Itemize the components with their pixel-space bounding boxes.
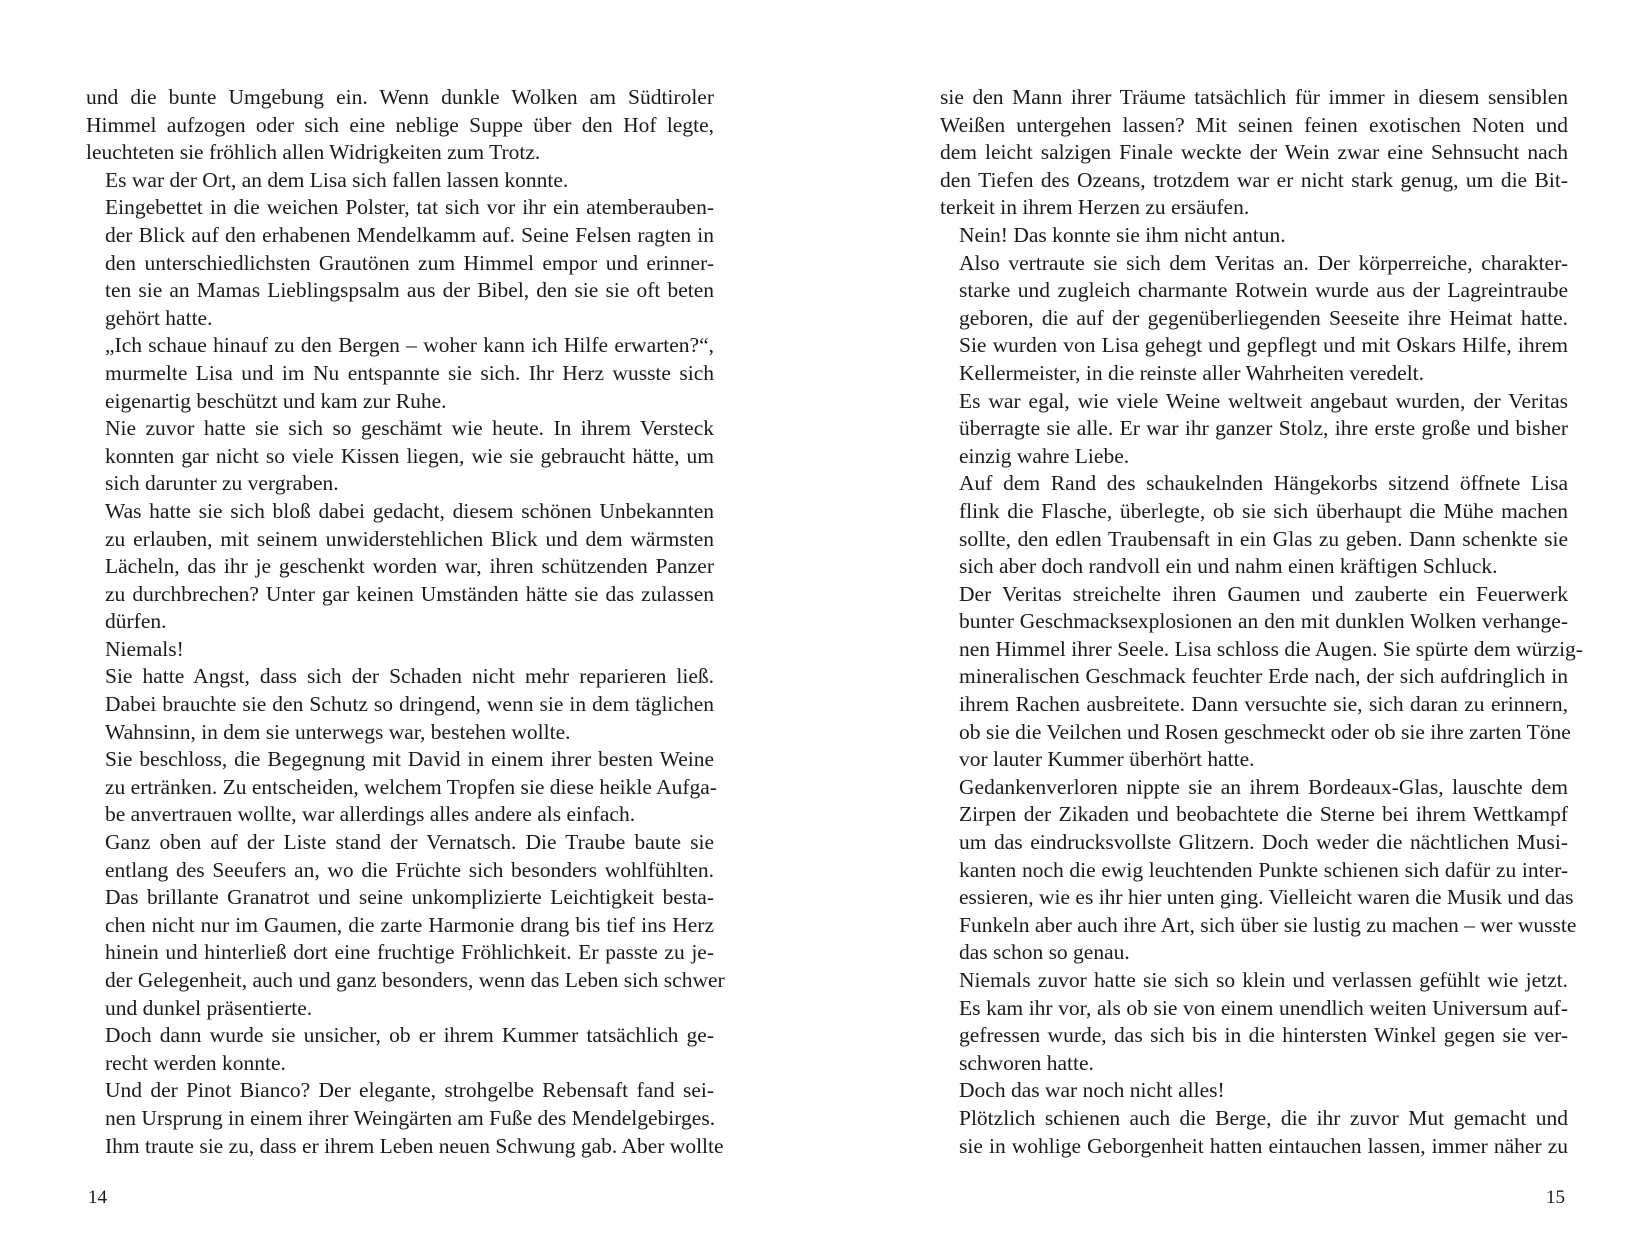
paragraph [86, 636, 714, 664]
text-line: gehört hatte. [105, 305, 213, 330]
paragraph [940, 222, 1568, 250]
text-line: starke und zugleich charmante Rotwein wurde aus der Lagreintraube [959, 278, 1568, 303]
paragraph [86, 663, 714, 746]
text-line: Kellermeister, in die reinste aller Wahrheiten veredelt. [959, 360, 1425, 385]
text-line: schworen hatte. [959, 1050, 1094, 1075]
paragraph [86, 332, 714, 415]
text-line: nen Himmel ihrer Seele. Lisa schloss die Augen. Sie spürte dem würzig- [959, 636, 1583, 661]
text-line: ten sie an Mamas Lieblingspsalm aus der Bibel, den sie sie oft beten [105, 278, 714, 303]
text-line: den unterschiedlichsten Grautönen zum Himmel empor und erinner- [105, 250, 714, 275]
text-line: ob sie die Veilchen und Rosen geschmeckt oder ob sie ihre zarten Töne [959, 719, 1571, 744]
text-line: sich aber doch randvoll ein und nahm einen kräftigen Schluck. [959, 554, 1498, 579]
text-line: geboren, die auf der gegenüberliegenden Seeseite ihre Heimat hatte. [959, 305, 1568, 330]
paragraph [940, 581, 1583, 774]
text-line: den Tiefen des Ozeans, trotzdem war er nicht stark genug, um die Bit- [940, 167, 1568, 192]
text-line: sich darunter zu vergraben. [105, 471, 339, 496]
text-line: Eingebettet in die weichen Polster, tat sich vor ihr ein atemberauben- [105, 195, 714, 220]
text-line: der Gelegenheit, auch und ganz besonders, wenn das Leben sich schwer [105, 968, 725, 992]
paragraph [86, 829, 725, 1022]
text-line: Himmel aufzogen oder sich eine neblige Suppe über den Hof legte, [86, 112, 714, 137]
text-line: Auf dem Rand des schaukelnden Hängekorbs sitzend öffnete Lisa [959, 471, 1568, 496]
paragraph [940, 470, 1568, 580]
left-page-body [86, 84, 725, 1160]
text-line: Es war egal, wie viele Weine weltweit angebaut wurden, der Veritas [959, 388, 1568, 413]
text-line: konnten gar nicht so viele Kissen liegen, wie sie gebraucht hätte, um [105, 443, 714, 468]
text-line: Plötzlich schienen auch die Berge, die ihr zuvor Mut gemacht und [959, 1105, 1568, 1130]
paragraph [940, 967, 1568, 1077]
text-line: Sie wurden von Lisa gehegt und gepflegt und mit Oskars Hilfe, ihrem [959, 333, 1568, 358]
text-line: dürfen. [105, 609, 167, 634]
paragraph [940, 1105, 1568, 1160]
text-line: Lächeln, das ihr je geschenkt worden war, ihren schützenden Panzer [105, 554, 714, 579]
text-line: zu erlauben, mit seinem unwiderstehlichen Blick und dem wärmsten [105, 526, 714, 551]
left-page-number: 14 [88, 1187, 107, 1208]
text-line: terkeit in ihrem Herzen zu ersäufen. [940, 195, 1250, 220]
text-line: um das eindrucksvollste Glitzern. Doch weder die nächtlichen Musi- [959, 830, 1568, 855]
paragraph [940, 1077, 1568, 1105]
paragraph [940, 774, 1577, 967]
text-line: vor lauter Kummer überhört hatte. [959, 747, 1255, 772]
text-line: Wahnsinn, in dem sie unterwegs war, bestehen wollte. [105, 719, 571, 744]
text-line: und dunkel präsentierte. [105, 995, 313, 1020]
text-line: bunter Geschmacksexplosionen an den mit dunklen Wolken verhange- [959, 609, 1568, 634]
text-line: Nie zuvor hatte sie sich so geschämt wie heute. In ihrem Versteck [105, 416, 714, 441]
text-line: Gedankenverloren nippte sie an ihrem Bordeaux-Glas, lauschte dem [959, 774, 1568, 799]
text-line: Dabei brauchte sie den Schutz so dringend, wenn sie in dem täglichen [105, 692, 714, 717]
text-line: murmelte Lisa und im Nu entspannte sie sich. Ihr Herz wusste sich [105, 360, 714, 385]
text-line: mineralischen Geschmack feuchter Erde nach, der sich aufdringlich in [959, 664, 1568, 689]
text-line: Also vertraute sie sich dem Veritas an. Der körperreiche, charakter- [959, 250, 1568, 275]
text-line: Es war der Ort, an dem Lisa sich fallen lassen konnte. [105, 167, 569, 192]
text-line: Was hatte sie sich bloß dabei gedacht, diesem schönen Unbekannten [105, 498, 714, 523]
right-page-number: 15 [1546, 1187, 1565, 1208]
text-line: hinein und hinterließ dort eine fruchtige Fröhlichkeit. Er passte zu je- [105, 940, 714, 965]
text-line: leuchteten sie fröhlich allen Widrigkeiten zum Trotz. [86, 140, 541, 165]
text-line: entlang des Seeufers an, wo die Früchte sich besonders wohlfühlten. [105, 857, 714, 882]
text-line: sie den Mann ihrer Träume tatsächlich für immer in diesem sensiblen [940, 85, 1568, 109]
text-line: Funkeln aber auch ihre Art, sich über sie lustig zu machen – wer wusste [959, 912, 1577, 937]
paragraph [940, 250, 1568, 388]
text-line: Nein! Das konnte sie ihm nicht antun. [959, 222, 1286, 247]
text-line: Es kam ihr vor, als ob sie von einem unendlich weiten Universum auf- [959, 995, 1568, 1020]
paragraph [940, 388, 1568, 471]
text-line: und die bunte Umgebung ein. Wenn dunkle Wolken am Südtiroler [86, 85, 714, 109]
paragraph [86, 746, 717, 829]
text-line: eigenartig beschützt und kam zur Ruhe. [105, 388, 447, 413]
text-line: das schon so genau. [959, 940, 1130, 965]
paragraph [86, 84, 714, 167]
text-line: be anvertrauen wollte, war allerdings alles andere als einfach. [105, 802, 636, 827]
text-line: „Ich schaue hinauf zu den Bergen – woher kann ich Hilfe erwarten?“, [105, 333, 714, 358]
text-line: Doch dann wurde sie unsicher, ob er ihrem Kummer tatsächlich ge- [105, 1023, 714, 1048]
text-line: Das brillante Granatrot und seine unkomplizierte Leichtigkeit besta- [105, 885, 714, 910]
paragraph [86, 498, 714, 636]
text-line: Sie beschloss, die Begegnung mit David in einem ihrer besten Weine [105, 747, 714, 772]
paragraph [86, 194, 714, 332]
text-line: der Blick auf den erhabenen Mendelkamm auf. Seine Felsen ragten in [105, 222, 714, 247]
text-line: überragte sie alle. Er war ihr ganzer Stolz, ihre erste große und bisher [959, 416, 1568, 441]
text-line: ihrem Rachen ausbreitete. Dann versuchte sie, sich daran zu erinnern, [959, 692, 1568, 717]
right-page-body [940, 84, 1583, 1160]
text-line: zu durchbrechen? Unter gar keinen Umständen hätte sie das zulassen [105, 581, 714, 606]
text-line: Niemals zuvor hatte sie sich so klein und verlassen gefühlt wie jetzt. [959, 968, 1568, 992]
text-line: kanten noch die ewig leuchtenden Punkte schienen sich dafür zu inter- [959, 857, 1568, 882]
text-line: flink die Flasche, überlegte, ob sie sich überhaupt die Mühe machen [959, 498, 1568, 523]
text-line: gefressen wurde, das sich bis in die hintersten Winkel gegen sie ver- [959, 1023, 1568, 1048]
text-line: Niemals! [105, 636, 184, 661]
text-line: recht werden konnte. [105, 1050, 286, 1075]
paragraph [940, 84, 1568, 222]
text-line: Ihm traute sie zu, dass er ihrem Leben neuen Schwung gab. Aber wollte [105, 1133, 724, 1158]
text-line: nen Ursprung in einem ihrer Weingärten am Fuße des Mendelgebirges. [105, 1105, 716, 1130]
text-line: Doch das war noch nicht alles! [959, 1078, 1225, 1103]
text-line: Der Veritas streichelte ihren Gaumen und zauberte ein Feuerwerk [959, 581, 1568, 606]
text-line: sie in wohlige Geborgenheit hatten eintauchen lassen, immer näher zu [959, 1133, 1568, 1158]
text-line: einzig wahre Liebe. [959, 443, 1130, 468]
text-line: Zirpen der Zikaden und beobachtete die Sterne bei ihrem Wettkampf [959, 802, 1568, 827]
text-line: Und der Pinot Bianco? Der elegante, strohgelbe Rebensaft fand sei- [105, 1078, 714, 1103]
text-line: sollte, den edlen Traubensaft in ein Glas zu geben. Dann schenkte sie [959, 526, 1568, 551]
text-line: Weißen untergehen lassen? Mit seinen feinen exotischen Noten und [940, 112, 1568, 137]
paragraph [86, 1077, 724, 1160]
text-line: essieren, wie es ihr hier unten ging. Vielleicht waren die Musik und das [959, 885, 1574, 910]
paragraph [86, 415, 714, 498]
text-line: zu ertränken. Zu entscheiden, welchem Tropfen sie diese heikle Aufga- [105, 774, 717, 799]
text-line: chen nicht nur im Gaumen, die zarte Harmonie drang bis tief ins Herz [105, 912, 714, 937]
text-line: dem leicht salzigen Finale weckte der Wein zwar eine Sehnsucht nach [940, 140, 1568, 165]
paragraph [86, 167, 714, 195]
text-line: Sie hatte Angst, dass sich der Schaden nicht mehr reparieren ließ. [105, 664, 714, 689]
text-line: Ganz oben auf der Liste stand der Vernatsch. Die Traube baute sie [105, 830, 714, 855]
paragraph [86, 1022, 714, 1077]
